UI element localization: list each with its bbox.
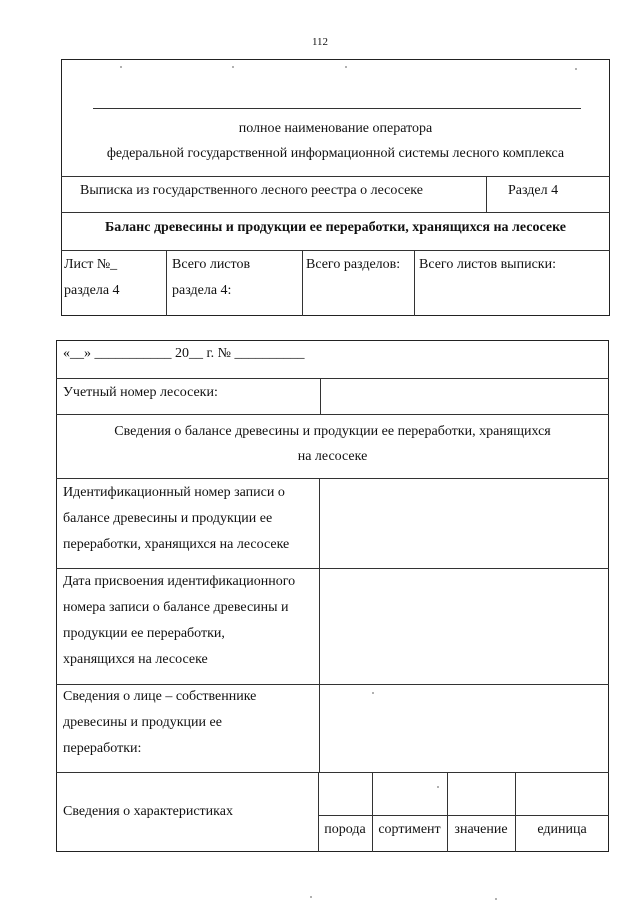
divider: [61, 250, 610, 251]
date-assigned-line: продукции ее переработки,: [63, 626, 225, 641]
record-id-line: Идентификационный номер записи о: [63, 485, 285, 500]
divider: [166, 250, 167, 316]
divider: [61, 176, 610, 177]
operator-name-line: [93, 108, 581, 109]
record-id-line: балансе древесины и продукции ее: [63, 511, 273, 526]
info-title-2: на лесосеке: [297, 449, 368, 464]
balance-title: Баланс древесины и продукции ее переработки, хранящихся на лесосеке: [104, 220, 567, 235]
total-extract-sheets-label: Всего листов выписки:: [419, 257, 556, 272]
date-assigned-label: [63, 569, 295, 673]
divider: [447, 772, 448, 852]
divider: [56, 378, 609, 379]
divider: [372, 772, 373, 852]
total-sheets-label-2: раздела 4:: [172, 283, 232, 298]
divider: [302, 250, 303, 316]
column-header-species: порода: [324, 822, 366, 837]
record-id-line: переработки, хранящихся на лесосеке: [63, 537, 290, 552]
divider: [515, 772, 516, 852]
divider: [56, 414, 609, 415]
column-header-assortment: сортимент: [378, 822, 441, 837]
owner-line: Сведения о лице – собственнике: [63, 689, 257, 704]
scan-speck: [120, 66, 122, 68]
divider: [414, 250, 415, 316]
owner-line: древесины и продукции ее: [63, 715, 222, 730]
divider: [320, 378, 321, 414]
column-header-value: значение: [454, 822, 508, 837]
scan-speck: [372, 692, 374, 694]
record-date-line: «__» ___________ 20__ г. № __________: [63, 346, 305, 361]
plot-number-label: Учетный номер лесосеки:: [63, 385, 218, 400]
scan-speck: [495, 898, 497, 900]
info-title-1: Сведения о балансе древесины и продукции ее переработки, хранящихся: [114, 424, 551, 439]
owner-line: переработки:: [63, 741, 142, 756]
record-id-label: [63, 480, 289, 558]
divider: [56, 478, 609, 479]
column-header-unit: единица: [537, 822, 587, 837]
page-number: 112: [311, 36, 329, 48]
owner-label: [63, 684, 256, 762]
characteristics-label: Сведения о характеристиках: [63, 804, 233, 819]
divider: [486, 176, 487, 212]
operator-caption-2: федеральной государственной информационной системы лесного комплекса: [106, 146, 565, 161]
scan-speck: [232, 66, 234, 68]
total-sheets-label: Всего листов: [172, 257, 251, 272]
divider: [56, 772, 609, 773]
sheet-number-label-2: раздела 4: [64, 283, 120, 298]
divider: [318, 815, 609, 816]
scan-speck: [345, 66, 347, 68]
section-label: Раздел 4: [508, 183, 559, 198]
total-sections-label: Всего разделов:: [306, 257, 401, 272]
scan-speck: [437, 786, 439, 788]
date-assigned-line: хранящихся на лесосеке: [63, 652, 208, 667]
divider: [319, 478, 320, 772]
sheet-number-label: Лист №_: [64, 257, 118, 272]
scan-speck: [575, 68, 577, 70]
divider: [318, 772, 319, 852]
operator-caption-1: полное наименование оператора: [238, 121, 433, 136]
divider: [61, 212, 610, 213]
extract-title: Выписка из государственного лесного реестра о лесосеке: [80, 183, 423, 198]
date-assigned-line: номера записи о балансе древесины и: [63, 600, 289, 615]
date-assigned-line: Дата присвоения идентификационного: [63, 574, 296, 589]
scan-speck: [310, 896, 312, 898]
